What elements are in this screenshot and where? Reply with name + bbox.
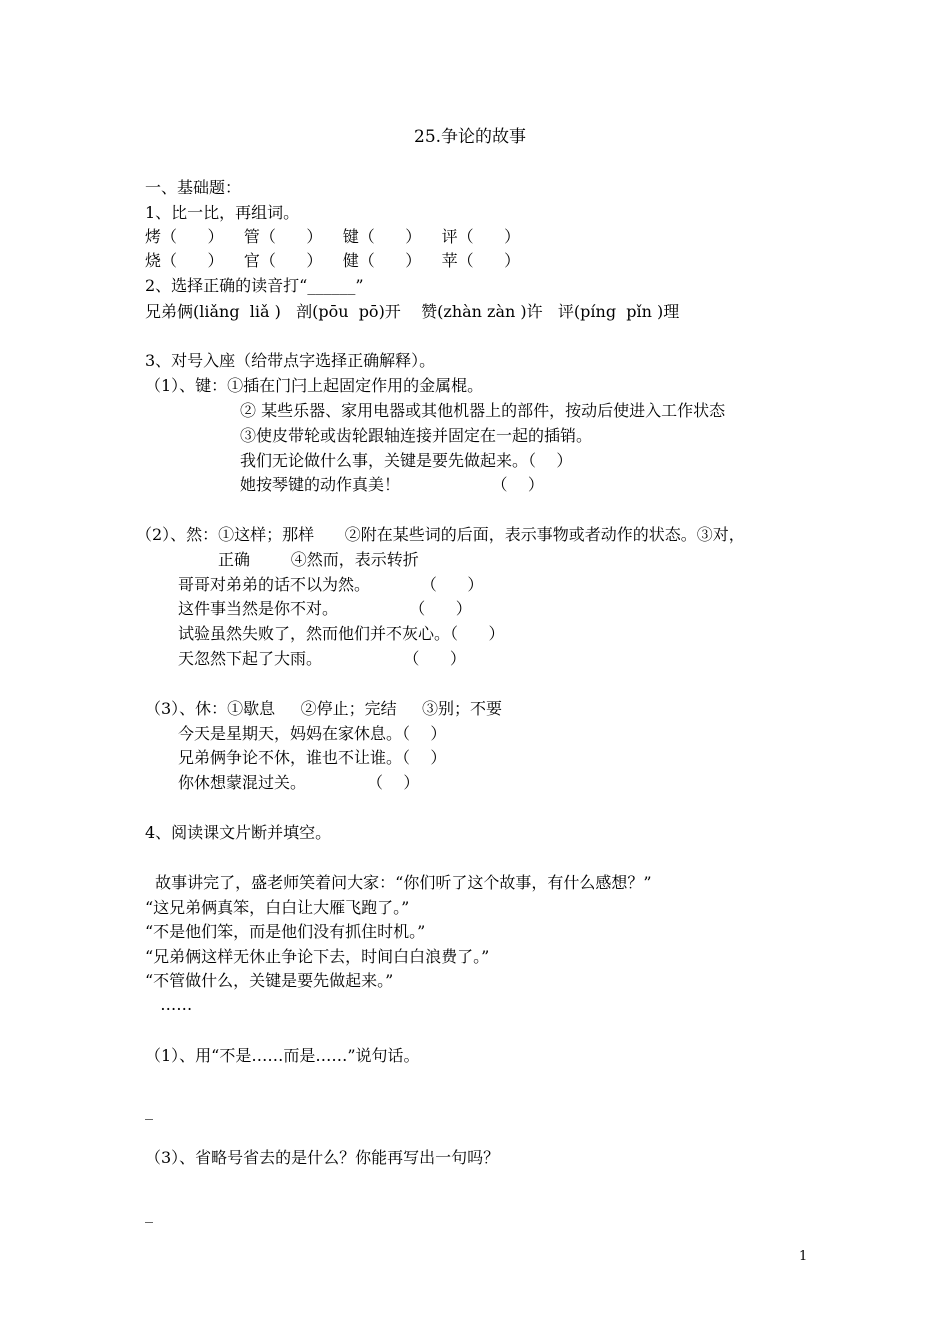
q4-sub1-prompt: （1）、用“不是……而是……”说句话。 xyxy=(145,1046,420,1065)
page-number: 1 xyxy=(799,1249,808,1264)
q3-part3-title: （3）、休：①歇息 ②停止；完结 ③别；不要 xyxy=(145,699,503,718)
q3-part1-def3: ③使皮带轮或齿轮跟轴连接并固定在一起的插销。 xyxy=(240,426,593,445)
q2-heading: 2、选择正确的读音打“______” xyxy=(145,276,364,295)
q4-passage-line: 故事讲完了，盛老师笑着问大家：“你们听了这个故事，有什么感想？” xyxy=(145,873,652,892)
page-title: 25.争论的故事 xyxy=(414,127,527,147)
q3-part2-sentence-2: 这件事当然是你不对。 （ ） xyxy=(178,599,472,618)
q4-sub3-prompt: （3）、省略号省去的是什么？你能再写出一句吗？ xyxy=(145,1148,500,1167)
q3-heading: 3、对号入座（给带点字选择正确解释）。 xyxy=(145,351,436,370)
q1-row-1: 烤（ ） 管（ ） 键（ ） 评（ ） xyxy=(145,227,521,246)
q3-part3-sentence-3: 你休想蒙混过关。 （ ） xyxy=(178,773,420,792)
q4-sub3-answer-blank[interactable]: _ xyxy=(145,1204,153,1223)
q4-passage-line: “不是他们笨，而是他们没有抓住时机。” xyxy=(145,922,426,941)
q3-part1-sentence-2: 她按琴键的动作真美！ （ ） xyxy=(240,475,544,494)
section-heading-basics: 一、基础题： xyxy=(145,178,242,197)
q3-part2-title: （2）、然：①这样；那样 ②附在某些词的后面，表示事物或者动作的状态。③对， xyxy=(136,525,745,544)
q4-sub1-answer-blank[interactable]: _ xyxy=(145,1101,153,1120)
q3-part2-continuation: 正确 ④然而，表示转折 xyxy=(218,550,419,569)
q2-pinyin-line: 兄弟俩(liǎng liǎ ) 剖(pōu pō)开 赞(zhàn zàn )许 评(píng pǐn )理 xyxy=(145,302,680,321)
q3-part3-sentence-1: 今天是星期天，妈妈在家休息。（ ） xyxy=(178,724,447,743)
q3-part2-sentence-1: 哥哥对弟弟的话不以为然。 （ ） xyxy=(178,575,484,594)
q1-row-2: 烧（ ） 官（ ） 健（ ） 苹（ ） xyxy=(145,251,521,270)
q3-part2-sentence-4: 天忽然下起了大雨。 （ ） xyxy=(178,649,466,668)
q3-part1-sentence-1: 我们无论做什么事，关键是要先做起来。（ ） xyxy=(240,451,573,470)
q1-heading: 1、比一比，再组词。 xyxy=(145,203,300,222)
q3-part3-sentence-2: 兄弟俩争论不休，谁也不让谁。（ ） xyxy=(178,748,447,767)
q4-passage-line: “兄弟俩这样无休止争论下去，时间白白浪费了。” xyxy=(145,947,490,966)
q3-part2-sentence-3: 试验虽然失败了，然而他们并不灰心。（ ） xyxy=(178,624,505,643)
q4-heading: 4、阅读课文片断并填空。 xyxy=(145,823,332,842)
q3-part1-def2: ② 某些乐器、家用电器或其他机器上的部件，按动后使进入工作状态 xyxy=(240,401,726,420)
q4-passage-line: “这兄弟俩真笨，白白让大雁飞跑了。” xyxy=(145,898,410,917)
q3-part1-title: （1）、键：①插在门闩上起固定作用的金属棍。 xyxy=(145,376,484,395)
q4-passage-line: …… xyxy=(145,995,193,1014)
q4-passage-line: “不管做什么，关键是要先做起来。” xyxy=(145,971,394,990)
